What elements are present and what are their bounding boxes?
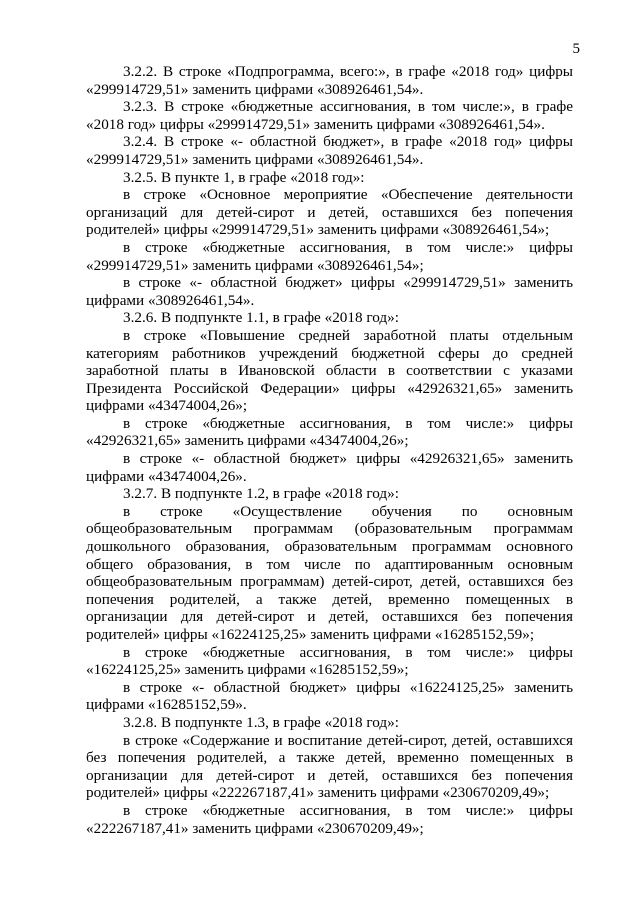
- paragraph-3-2-6-budget-allocations: в строке «бюджетные ассигнования, в том числе:» цифры «42926321,65» заменить цифрами «43474004,26»;: [86, 414, 573, 450]
- paragraph-3-2-8-heading: 3.2.8. В подпункте 1.3, в графе «2018 год»:: [123, 713, 399, 731]
- paragraph-3-2-7-heading: 3.2.7. В подпункте 1.2, в графе «2018 год»:: [123, 485, 399, 503]
- paragraph-3-2-2: 3.2.2. В строке «Подпрограмма, всего:», в графе «2018 год» цифры «299914729,51» заменить цифрами «308926461,54».: [86, 63, 573, 98]
- paragraph-3-2-5-budget-allocations: в строке «бюджетные ассигнования, в том числе:» цифры «299914729,51» заменить цифрами «308926461,54»;: [86, 238, 573, 274]
- paragraph-3-2-6-heading: 3.2.6. В подпункте 1.1, в графе «2018 год»:: [123, 309, 399, 327]
- document-body: [86, 63, 573, 837]
- paragraph-3-2-7-education: в строке «Осуществление обучения по основным общеобразовательным программам (образовательным программам дошкольного образования, образовательным программам основного общего образования, в том числе по адаптированным основным общеобразовательным программам) детей-сирот, детей, оставшихся без попечения родителей, а также детей, временно помещенных в организации для детей-сирот и детей, оставшихся без попечения родителей» цифры «16224125,25» заменить цифрами «16285152,59»;: [86, 502, 573, 643]
- paragraph-3-2-7-regional-budget: в строке «- областной бюджет» цифры «16224125,25» заменить цифрами «16285152,59».: [86, 678, 573, 714]
- paragraph-3-2-5-heading: 3.2.5. В пункте 1, в графе «2018 год»:: [123, 168, 365, 186]
- paragraph-3-2-7-budget-allocations: в строке «бюджетные ассигнования, в том числе:» цифры «16224125,25» заменить цифрами «16285152,59»;: [86, 643, 573, 679]
- paragraph-3-2-4: 3.2.4. В строке «- областной бюджет», в графе «2018 год» цифры «299914729,51» заменить цифрами «308926461,54».: [86, 133, 573, 168]
- paragraph-3-2-3: 3.2.3. В строке «бюджетные ассигнования, в том числе:», в графе «2018 год» цифры «299914729,51» заменить цифрами «308926461,54».: [86, 98, 573, 133]
- paragraph-3-2-5-main-activity: в строке «Основное мероприятие «Обеспечение деятельности организаций для детей-сирот и детей, оставшихся без попечения родителей» цифры «299914729,51» заменить цифрами «308926461,54»;: [86, 186, 573, 239]
- paragraph-3-2-5-regional-budget: в строке «- областной бюджет» цифры «299914729,51» заменить цифрами «308926461,54».: [86, 274, 573, 309]
- page-number: 5: [572, 41, 580, 57]
- paragraph-3-2-6-salary-increase: в строке «Повышение средней заработной платы отдельным категориям работников учреждений бюджетной сферы до средней заработной платы в Ивановской области в соответствии с указами Президента Российской Федерации» цифры «42926321,65» заменить цифрами «43474004,26»;: [86, 326, 573, 415]
- paragraph-3-2-6-regional-budget: в строке «- областной бюджет» цифры «42926321,65» заменить цифрами «43474004,26».: [86, 450, 573, 485]
- paragraph-3-2-8-maintenance: в строке «Содержание и воспитание детей-сирот, детей, оставшихся без попечения родителей, а также детей, временно помещенных в организации для детей-сирот и детей, оставшихся без попечения родителей» цифры «222267187,41» заменить цифрами «230670209,49»;: [86, 731, 573, 802]
- paragraph-3-2-8-budget-allocations: в строке «бюджетные ассигнования, в том числе:» цифры «222267187,41» заменить цифрами «230670209,49»;: [86, 801, 573, 837]
